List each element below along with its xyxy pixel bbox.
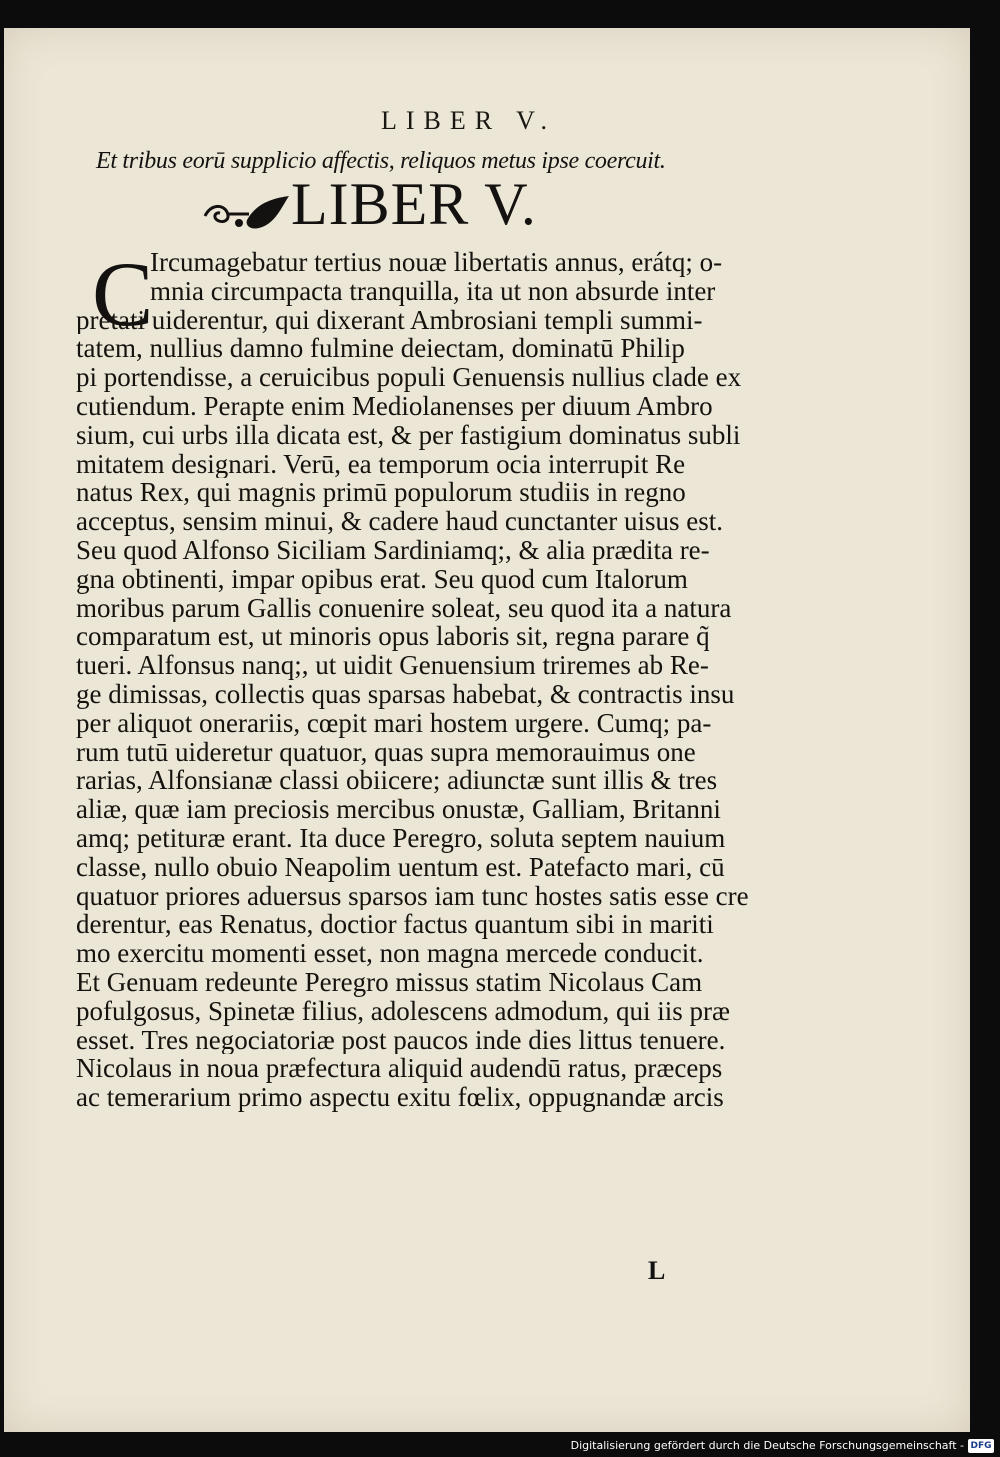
book-title: LIBER V. (291, 171, 537, 237)
text-line: cutiendum. Perapte enim Mediolanenses per diuum Ambro (76, 391, 713, 421)
text-line: mo exercitu momenti esset, non magna mercede conducit. (76, 939, 704, 968)
signature-mark: L (648, 1256, 666, 1285)
footer-bar (0, 1436, 1000, 1457)
text-line: Nicolaus in noua præfectura aliquid audendū ratus, præceps (76, 1054, 723, 1084)
text-line: per aliquot onerariis, cœpit mari hostem urgere. Cumq; pa- (76, 708, 712, 738)
text-line: comparatum est, ut minoris opus laboris sit, regna parare q̃ (76, 622, 710, 652)
text-line: ac temerarium primo aspectu exitu fœlix, oppugnandæ arcis (76, 1083, 724, 1112)
text-line: mnia circumpacta tranquilla, ita ut non absurde inter (150, 276, 716, 306)
text-line: quatuor priores aduersus sparsos iam tunc hostes satis esse cre (76, 881, 749, 911)
text-line: esset. Tres negociatoriæ post paucos inde dies littus tenuere. (76, 1025, 726, 1055)
text-line: acceptus, sensim minui, & cadere haud cunctanter uisus est. (76, 507, 724, 536)
text-line: aliæ, quæ iam preciosis mercibus onustæ, Galliam, Britanni (76, 795, 721, 824)
text-line: pretati uiderentur, qui dixerant Ambrosiani templi summi- (76, 305, 703, 335)
text-line: tueri. Alfonsus nanq;, ut uidit Genuensium triremes ab Re- (76, 651, 709, 680)
text-line: sium, cui urbs illa dicata est, & per fastigium dominatus subli (76, 420, 741, 450)
text-line: rarias, Alfonsianæ classi obiicere; adiunctæ sunt illis & tres (76, 766, 718, 796)
funding-credit: Digitalisierung gefördert durch die Deutsche Forschungsgemeinschaft - (570, 1439, 964, 1452)
text-line: Et Genuam redeunte Peregro missus statim Nicolaus Cam (76, 967, 703, 997)
text-line: mitatem designari. Verū, ea temporum ocia interrupit Re (76, 449, 686, 479)
text-line: moribus parum Gallis conuenire soleat, seu quod ita a natura (76, 593, 732, 623)
text-line: pofulgosus, Spinetæ filius, adolescens admodum, qui iis præ (76, 996, 730, 1026)
text-line: classe, nullo obuio Neapolim uentum est. Patefacto mari, cū (76, 852, 725, 882)
text-line: Ircumagebatur tertius nouæ libertatis annus, erátq; o- (150, 248, 723, 277)
ornament-flourish-icon (201, 190, 297, 236)
body-text (76, 243, 760, 1112)
text-line: tatem, nullius damno fulmine deiectam, dominatū Philip (76, 334, 685, 364)
dfg-logo: DFG (968, 1439, 994, 1453)
text-line: ge dimissas, collectis quas sparsas habebat, & contractis insu (76, 679, 735, 709)
running-head: LIBER V. (381, 106, 557, 135)
text-line: natus Rex, qui magnis primū populorum studiis in regno (76, 478, 686, 508)
text-line: pi portendisse, a ceruicibus populi Genuensis nullius clade ex (76, 363, 742, 392)
text-line: derentur, eas Renatus, doctior factus quantum sibi in mariti (76, 910, 714, 940)
carry-over-line: Et tribus eorū supplicio affectis, reliquos metus ipse coercuit. (96, 148, 666, 174)
text-line: rum tutū uideretur quatuor, quas supra memorauimus one (76, 737, 696, 767)
text-line: Seu quod Alfonso Siciliam Sardiniamq;, & alia prædita re- (76, 535, 710, 565)
text-line: gna obtinenti, impar opibus erat. Seu quod cum Italorum (76, 564, 688, 594)
book-page (4, 28, 970, 1432)
text-line: amq; petituræ erant. Ita duce Peregro, soluta septem nauium (76, 823, 726, 853)
drop-cap-initial: C (92, 243, 154, 345)
